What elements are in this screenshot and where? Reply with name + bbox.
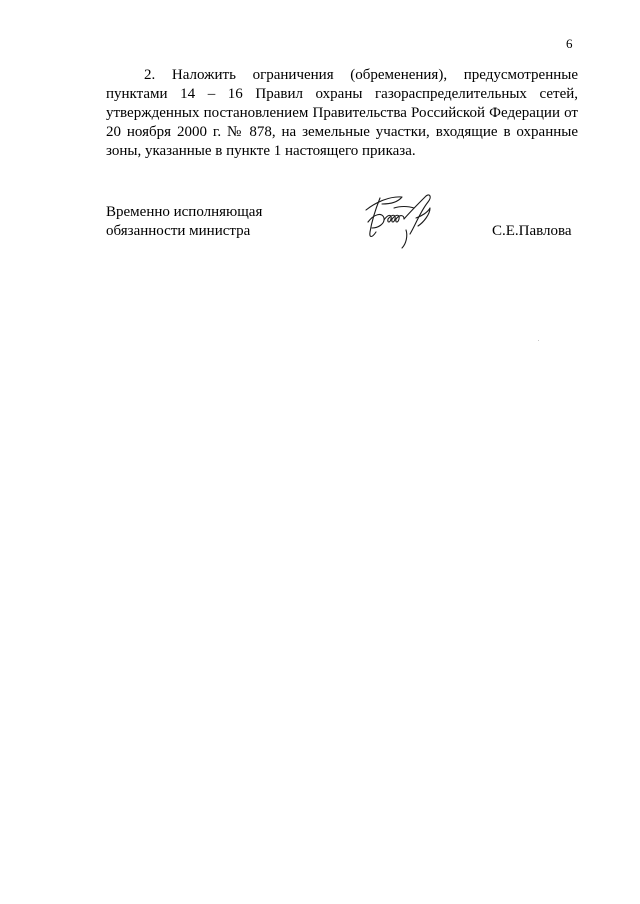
scan-speck [538,340,539,341]
body-paragraph: 2. Наложить ограничения (обременения), предусмотренные пунктами 14 – 16 Правил охраны газораспределительных сетей, утвержденных постановлением Правительства Российской Федерации от 20 ноября 2000 г. № 878, на земельные участки, входящие в охранные зоны, указанные в пункте 1 настоящего приказа. [106,67,578,159]
signer-title-line-2: обязанности министра [106,223,251,239]
signer-name: С.Е.Павлова [492,223,572,239]
signer-title-line-1: Временно исполняющая [106,204,263,220]
handwritten-signature [360,188,444,252]
signer-title [106,203,262,241]
page-number: 6 [566,36,573,51]
